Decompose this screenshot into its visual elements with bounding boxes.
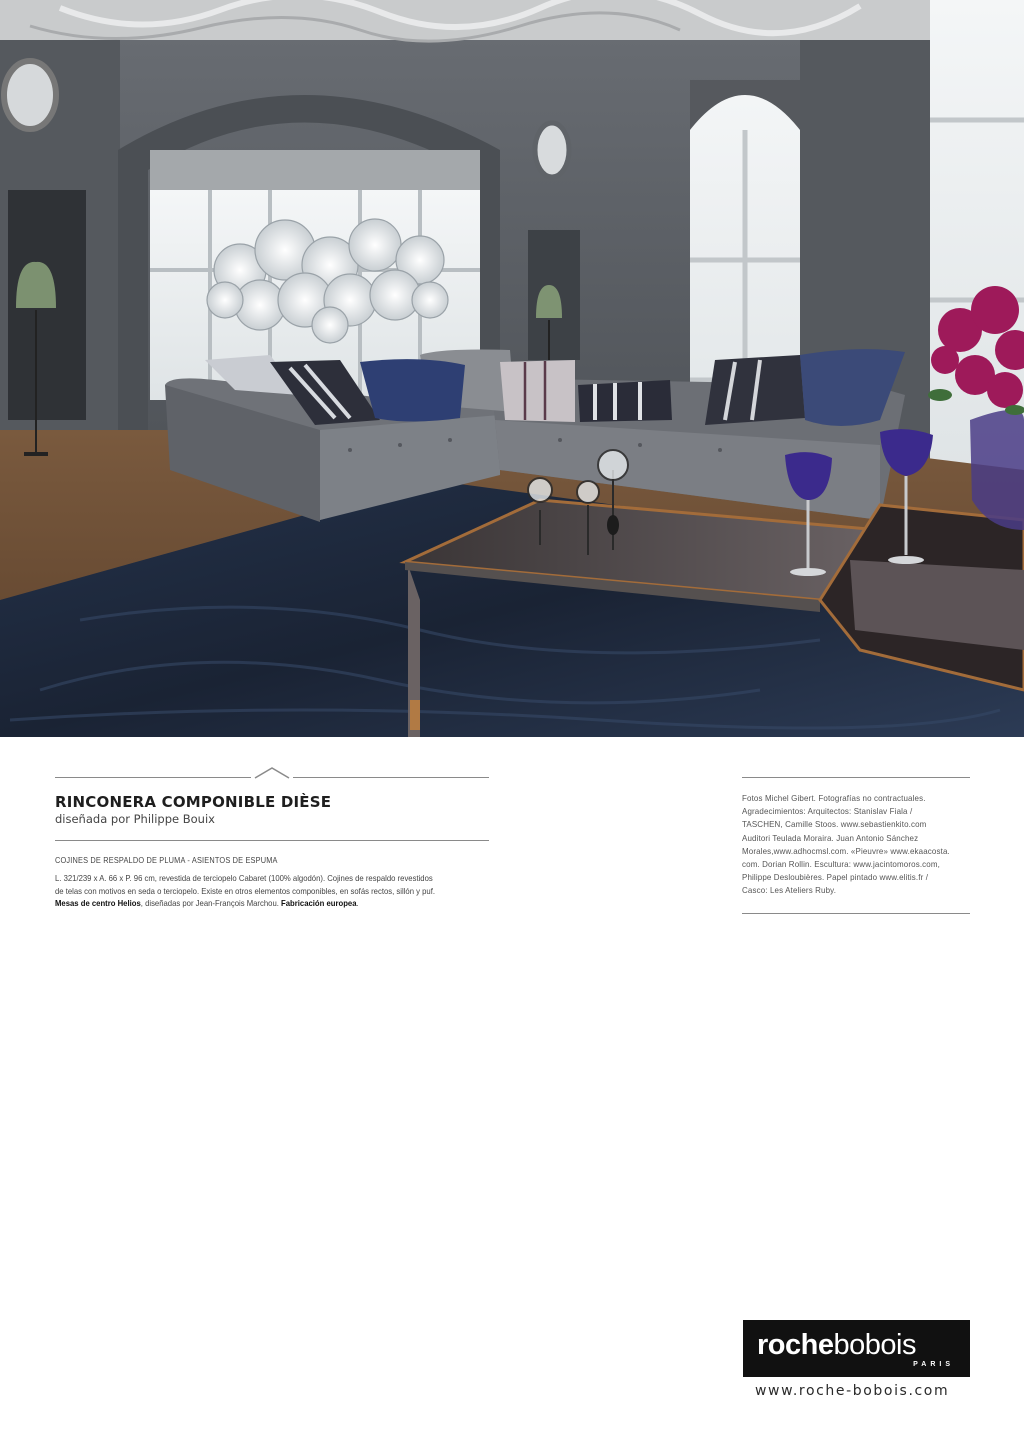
product-description <box>55 872 492 910</box>
logo-wordmark <box>757 1329 916 1361</box>
description-line: L. 321/239 x A. 66 x P. 96 cm, revestida de terciopelo Cabaret (100% algodón). Cojines de respaldo revestidos <box>55 873 433 883</box>
photo-credits <box>742 792 970 898</box>
brand-logo <box>743 1320 970 1377</box>
description-line: de telas con motivos en seda o terciopelo. Existe en otros elementos componibles, en sofás rectos, sillón y puf. <box>55 885 436 896</box>
credit-line: Agradecimientos: Arquitectos: Stanislav Fiala / <box>742 806 913 817</box>
product-title: RINCONERA COMPONIBLE DIÈSE <box>55 793 332 811</box>
logo-subtitle: PARIS <box>913 1361 954 1368</box>
website-link[interactable]: www.roche-bobois.com <box>755 1383 950 1399</box>
credit-line: Philippe Desloubières. Papel pintado www.elitis.fr / <box>742 872 929 883</box>
divider-line <box>293 777 489 778</box>
origin-end: . <box>356 898 359 909</box>
divider-line <box>742 913 970 914</box>
credit-line: TASCHEN, Camille Stoos. www.sebastienkito.com <box>742 819 927 830</box>
divider-line <box>742 777 970 778</box>
description-line <box>55 897 492 910</box>
divider-line <box>55 777 251 778</box>
logo-light-part: bobois <box>833 1329 916 1361</box>
product-designer: diseñada por Philippe Bouix <box>55 812 215 826</box>
product-features: COJINES DE RESPALDO DE PLUMA - ASIENTOS DE ESPUMA <box>55 856 278 865</box>
credit-line: com. Dorian Rollin. Escultura: www.jacintomoros.com, <box>742 859 940 870</box>
credit-line: Casco: Les Ateliers Ruby. <box>742 885 837 896</box>
credit-line: Fotos Michel Gibert. Fotografías no contractuales. <box>742 793 926 803</box>
logo-bold-part: roche <box>757 1329 834 1361</box>
credit-line: Morales,www.adhocmsl.com. «Pieuvre» www.ekaacosta. <box>742 845 950 856</box>
chevron-up-icon <box>253 766 291 780</box>
credit-line: Auditori Teulada Moraira. Juan Antonio Sánchez <box>742 832 919 843</box>
tables-name: Mesas de centro Helios <box>55 898 141 909</box>
divider-line <box>55 840 489 841</box>
origin-label: Fabricación europea <box>281 898 357 909</box>
tables-designer: , diseñadas por Jean-François Marchou. <box>140 898 282 909</box>
